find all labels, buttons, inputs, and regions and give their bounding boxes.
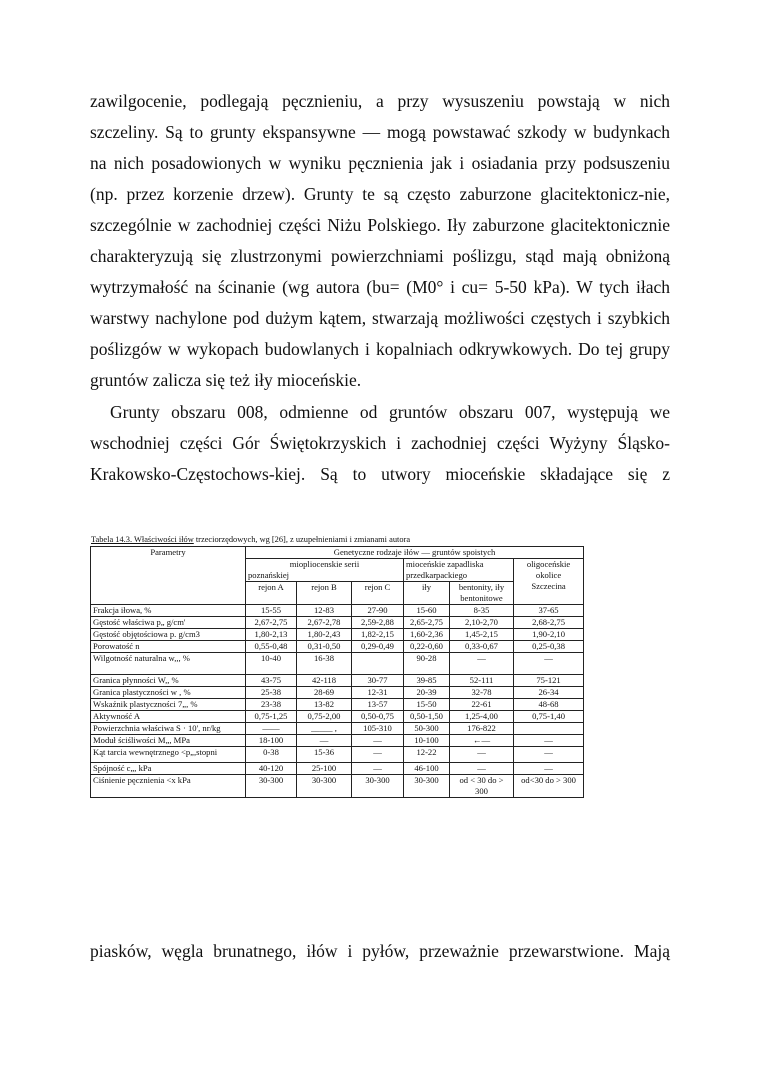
clay-properties-table (90, 546, 584, 798)
cell: 0,50-1,50 (404, 711, 450, 723)
row-param: Granica płynności W,, % (91, 675, 246, 687)
header-ily: iły (404, 582, 450, 605)
row-param: Granica plastyczności w , % (91, 687, 246, 699)
cell: 0,75-1,25 (246, 711, 297, 723)
row-param: Porowatość n (91, 641, 246, 653)
header-group-poznan (246, 559, 404, 582)
cell: 2,65-2,75 (404, 617, 450, 629)
cell: 0,25-0,38 (514, 641, 584, 653)
cell: — (514, 747, 584, 763)
text-line: zawilgocenie, podlegają pęcznieniu, a przy wysuszeniu powstają w nich (90, 91, 670, 111)
row-param: Ciśnienie pęcznienia <x kPa (91, 775, 246, 798)
table-caption-prefix: Tabela 14.3. Właściwości iłów (91, 535, 194, 544)
row-param: Frakcja iłowa, % (91, 605, 246, 617)
cell: 22-61 (450, 699, 514, 711)
table-row (91, 605, 584, 617)
header-group-poznan-line2: poznańskiej (248, 570, 290, 580)
cell: 12-83 (297, 605, 352, 617)
table-caption-rest: trzeciorzędowych, wg [26], z uzupełnieniami i zmianami autora (193, 535, 411, 544)
cell: 176-822 (450, 723, 514, 735)
text-line: szczeliny. Są to grunty ekspansywne — mogą powstawać szkody w budynkach (90, 122, 670, 142)
cell: — (514, 735, 584, 747)
header-bentonity (450, 582, 514, 605)
table-caption (91, 535, 410, 544)
cell (514, 723, 584, 735)
cell: 0,50-0,75 (352, 711, 404, 723)
paragraph-3 (90, 936, 670, 967)
header-rejon-b: rejon B (297, 582, 352, 605)
text-line: (np. przez korzenie drzew). Grunty te są często zaburzone glacitektonicz-nie, (90, 184, 670, 204)
cell: — (352, 763, 404, 775)
text-line: charakteryzują się zlustrzonymi powierzchniami poślizgu, stąd mają obniżoną (90, 246, 670, 266)
cell: 15-60 (404, 605, 450, 617)
cell: 1,45-2,15 (450, 629, 514, 641)
header-group-szczecin-line3: Szczecina (531, 581, 566, 591)
cell: 0,75-2,00 (297, 711, 352, 723)
row-param: Spójność c„, kPa (91, 763, 246, 775)
header-group-szczecin-line1: oligoceńskie (526, 559, 571, 569)
cell: 8-35 (450, 605, 514, 617)
cell: 16-38 (297, 653, 352, 675)
row-param: Powierzchnia właściwa S · 10', nr/kg (91, 723, 246, 735)
cell: 15-55 (246, 605, 297, 617)
row-param: Wskaźnik plastyczności 7„, % (91, 699, 246, 711)
cell: 1,90-2,10 (514, 629, 584, 641)
cell: — (352, 735, 404, 747)
cell: 50-300 (404, 723, 450, 735)
cell: 0,22-0,60 (404, 641, 450, 653)
cell: 26-34 (514, 687, 584, 699)
paragraph-1 (90, 86, 670, 396)
text-line: gruntów zalicza się też iły mioceńskie. (90, 370, 362, 390)
row-param: Wilgotność naturalna w,,, % (91, 653, 246, 675)
cell: 30-300 (297, 775, 352, 798)
cell: 30-300 (404, 775, 450, 798)
header-genetic: Genetyczne rodzaje iłów — gruntów spoistych (246, 547, 584, 559)
header-group-poznan-line1: miopliocenskie serii (289, 559, 360, 569)
cell: _____ , (297, 723, 352, 735)
row-param: Gęstość właściwa p„ g/cm' (91, 617, 246, 629)
row-param: Gęstość objętościowa p. g/cm3 (91, 629, 246, 641)
text-line: warstwy nachylone pod dużym kątem, stwarzają możliwości częstych i szybkich (90, 308, 670, 328)
cell: — (450, 747, 514, 763)
header-rejon-a: rejon A (246, 582, 297, 605)
cell: 0,33-0,67 (450, 641, 514, 653)
cell: 23-38 (246, 699, 297, 711)
header-rejon-c: rejon C (352, 582, 404, 605)
header-bentonity-line2: bentonitowe (460, 593, 503, 603)
cell: 20-39 (404, 687, 450, 699)
cell: 0,55-0,48 (246, 641, 297, 653)
cell: ←— (450, 735, 514, 747)
header-group-przedkarpackie (404, 559, 514, 582)
cell: 105-310 (352, 723, 404, 735)
text-line: wschodniej części Gór Świętokrzyskich i zachodniej części Wyżyny Śląsko- (90, 433, 670, 453)
header-group-szczecin (514, 559, 584, 605)
cell: 13-57 (352, 699, 404, 711)
cell: 1,25-4,00 (450, 711, 514, 723)
cell: 28-69 (297, 687, 352, 699)
cell: 2,59-2,88 (352, 617, 404, 629)
cell: 27-90 (352, 605, 404, 617)
cell: — (352, 747, 404, 763)
cell: — (450, 763, 514, 775)
header-group-szczecin-line2: okolice (535, 570, 562, 580)
cell: 75-121 (514, 675, 584, 687)
cell: 30-300 (352, 775, 404, 798)
table-row (91, 763, 584, 775)
row-param: Kąt tarcia wewnętrznego <p„,stopni (91, 747, 246, 763)
row-param: Moduł ściśliwości M„, MPa (91, 735, 246, 747)
cell: 0,29-0,49 (352, 641, 404, 653)
cell: od < 30 do > 300 (450, 775, 514, 798)
cell: — (514, 653, 584, 675)
text-line: Krakowsko-Częstochows-kiej. Są to utwory mioceńskie składające się z (90, 464, 670, 484)
cell: 1,80-2,13 (246, 629, 297, 641)
table-row (91, 775, 584, 798)
paragraph-2 (90, 397, 670, 490)
text-line: wytrzymałość na ścinanie (wg autora (bu= (M0° i cu= 5-50 kPa). W tych iłach (90, 277, 670, 297)
cell: 25-100 (297, 763, 352, 775)
cell: 1,60-2,36 (404, 629, 450, 641)
cell: — (450, 653, 514, 675)
cell: 40-120 (246, 763, 297, 775)
cell: 1,80-2,43 (297, 629, 352, 641)
cell: od<30 do > 300 (514, 775, 584, 798)
cell: 39-85 (404, 675, 450, 687)
cell: 0-38 (246, 747, 297, 763)
header-group-przedkarpackie-line1: mioceńskie zapadliska (406, 559, 484, 569)
table-row (91, 629, 584, 641)
table-row (91, 675, 584, 687)
header-parametry: Parametry (91, 547, 246, 605)
cell: 52-111 (450, 675, 514, 687)
table-row (91, 617, 584, 629)
text-line: poślizgów w wykopach budowlanych i kopalniach odkrywkowych. Do tej grupy (90, 339, 670, 359)
cell: 2,67-2,75 (246, 617, 297, 629)
cell: — (297, 735, 352, 747)
table-row (91, 711, 584, 723)
text-line: szczególnie w zachodniej części Niżu Polskiego. Iły zaburzone glacitektonicznie (90, 215, 670, 235)
cell: 2,67-2,78 (297, 617, 352, 629)
cell: 32-78 (450, 687, 514, 699)
cell: 12-22 (404, 747, 450, 763)
text-line: na nich posadowionych w wyniku pęcznienia jak i osiadania przy podsuszeniu (90, 153, 670, 173)
cell: 25-38 (246, 687, 297, 699)
cell: 18-100 (246, 735, 297, 747)
table-row (91, 735, 584, 747)
cell: 2,10-2,70 (450, 617, 514, 629)
cell: —— (246, 723, 297, 735)
table-row (91, 653, 584, 675)
table-row (91, 699, 584, 711)
cell: 37-65 (514, 605, 584, 617)
header-bentonity-line1: bentonity, iły (458, 582, 505, 592)
header-group-przedkarpackie-line2: przedkarpackiego (406, 570, 468, 580)
cell: 30-300 (246, 775, 297, 798)
cell: 10-100 (404, 735, 450, 747)
cell: 43-75 (246, 675, 297, 687)
cell: 13-82 (297, 699, 352, 711)
cell: 15-50 (404, 699, 450, 711)
row-param: Aktywność A (91, 711, 246, 723)
cell: 48-68 (514, 699, 584, 711)
cell: 12-31 (352, 687, 404, 699)
table-row (91, 687, 584, 699)
text-line: Grunty obszaru 008, odmienne od gruntów obszaru 007, występują we (110, 402, 670, 422)
cell (352, 653, 404, 675)
table-header-row (91, 547, 584, 559)
cell: 1,82-2,15 (352, 629, 404, 641)
cell: — (514, 763, 584, 775)
table-row (91, 641, 584, 653)
text-line: piasków, węgla brunatnego, iłów i pyłów, przeważnie przewarstwione. Mają (90, 941, 670, 961)
cell: 90-28 (404, 653, 450, 675)
cell: 2,68-2,75 (514, 617, 584, 629)
cell: 0,31-0,50 (297, 641, 352, 653)
cell: 10-40 (246, 653, 297, 675)
cell: 30-77 (352, 675, 404, 687)
cell: 0,75-1,40 (514, 711, 584, 723)
table-row (91, 723, 584, 735)
cell: 15-36 (297, 747, 352, 763)
cell: 46-100 (404, 763, 450, 775)
table-row (91, 747, 584, 763)
cell: 42-118 (297, 675, 352, 687)
